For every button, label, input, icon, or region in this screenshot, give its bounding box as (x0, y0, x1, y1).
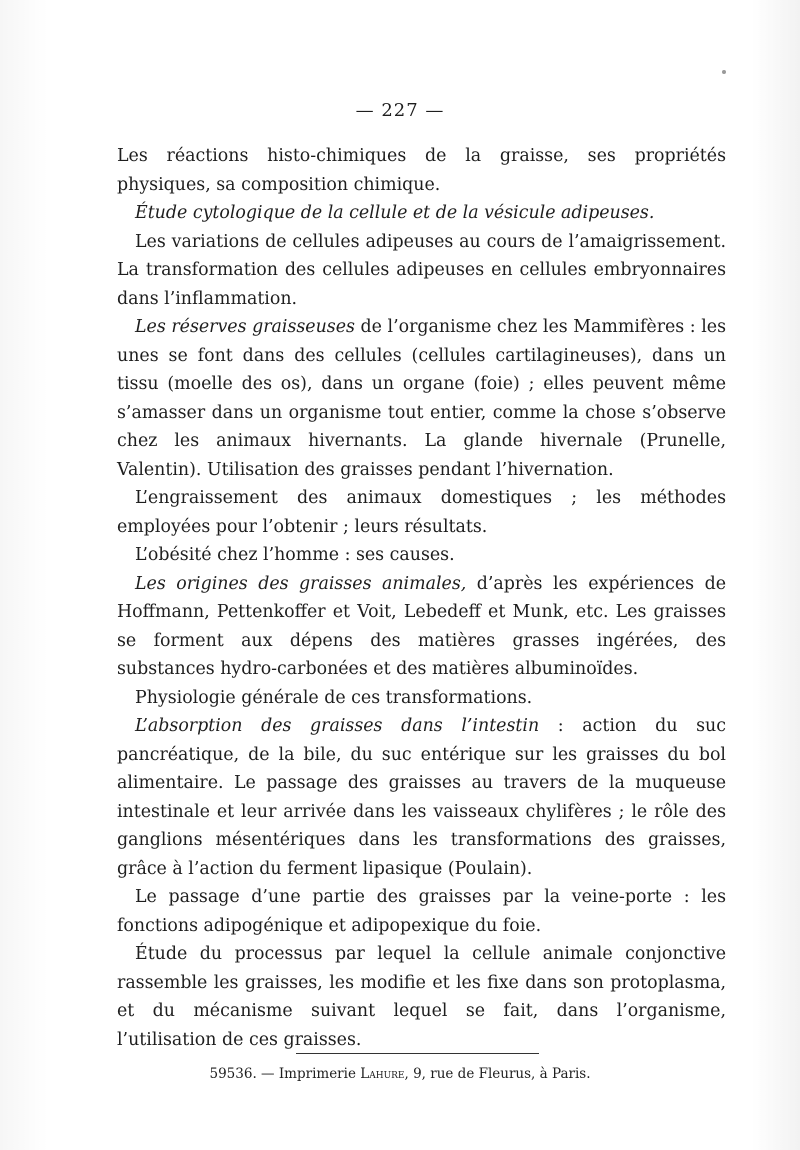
printer-name: Lahure (360, 1066, 405, 1082)
paragraph-2 (117, 199, 726, 228)
heading-origines-graisses: Les origines des graisses animales, (135, 573, 467, 594)
printer-colophon (0, 1066, 800, 1082)
printer-address: , 9, rue de Fleurus, à Paris. (404, 1066, 591, 1082)
body-text (117, 142, 726, 1054)
paragraph-7: Les origines des graisses animales, d’après les expériences de Hoffmann, Pettenkoffer et Voit, Lebedeff et Munk, etc. Les graisses se forment aux dépens des matières grasses ingérées, des substances hydro-carbonées et des matières albuminoïdes. (117, 573, 726, 679)
paragraph-10: Le passage d’une partie des graisses par la veine-porte : les fonctions adipogénique et adipopexique du foie. (117, 887, 726, 936)
paragraph-8: Physiologie générale de ces transformations. (135, 687, 533, 708)
paragraph-3: Les variations de cellules adipeuses au cours de l’amaigrissement. La transformation des cellules adipeuses en cellules embryonnaires dans l’inflammation. (117, 231, 726, 309)
colophon-dash: — (261, 1066, 275, 1082)
job-number: 59536. (209, 1066, 257, 1082)
paragraph-6: L’obésité chez l’homme : ses causes. (135, 545, 455, 565)
heading-reserves-graisseuses: Les réserves graisseuses (135, 317, 355, 337)
paper-speck (722, 70, 726, 74)
paragraph-5: L’engraissement des animaux domestiques ; les méthodes employées pour l’obtenir ; leurs résultats. (117, 488, 726, 537)
paragraph-9: L’absorption des graisses dans l’intestin : action du suc pancréatique, de la bile, du suc entérique sur les graisses du bol alimentaire. Le passage des graisses au travers de la muqueuse intestinale et leur arrivée dans les vaisseaux chylifères ; le rôle des ganglions mésentériques dans les transformations des graisses, grâce à l’action du ferment lipasique (Poulain). (117, 716, 726, 879)
paragraph-4: Les réserves graisseuses de l’organisme chez les Mammifères : les unes se font dans des cellules (cellules cartilagineuses), dans un tissu (moelle des os), dans un organe (foie) ; elles peuvent même s’amasser dans un organisme tout entier, comme la chose s’observe chez les animaux hivernants. La glande hivernale (Prunelle, Valentin). Utilisation des graisses pendant l’hivernation. (117, 317, 727, 480)
paragraph-11: Étude du processus par lequel la cellule animale conjonctive rassemble les graisses, les modifie et les fixe dans son protoplasma, et du mécanisme suivant lequel se fait, dans l’organisme, l’utilisation de ces graisses. (117, 944, 726, 1050)
paragraph-1: Les réactions histo-chimiques de la graisse, ses propriétés physiques, sa composition chimique. (117, 146, 726, 195)
footer-rule (296, 1053, 539, 1054)
printer-label: Imprimerie (278, 1066, 356, 1082)
heading-absorption-graisses: L’absorption des graisses dans l’intestin (135, 716, 540, 736)
heading-etude-cytologique: Étude cytologique de la cellule et de la vésicule adipeuses. (135, 203, 655, 223)
page-number: — 227 — (355, 100, 445, 121)
